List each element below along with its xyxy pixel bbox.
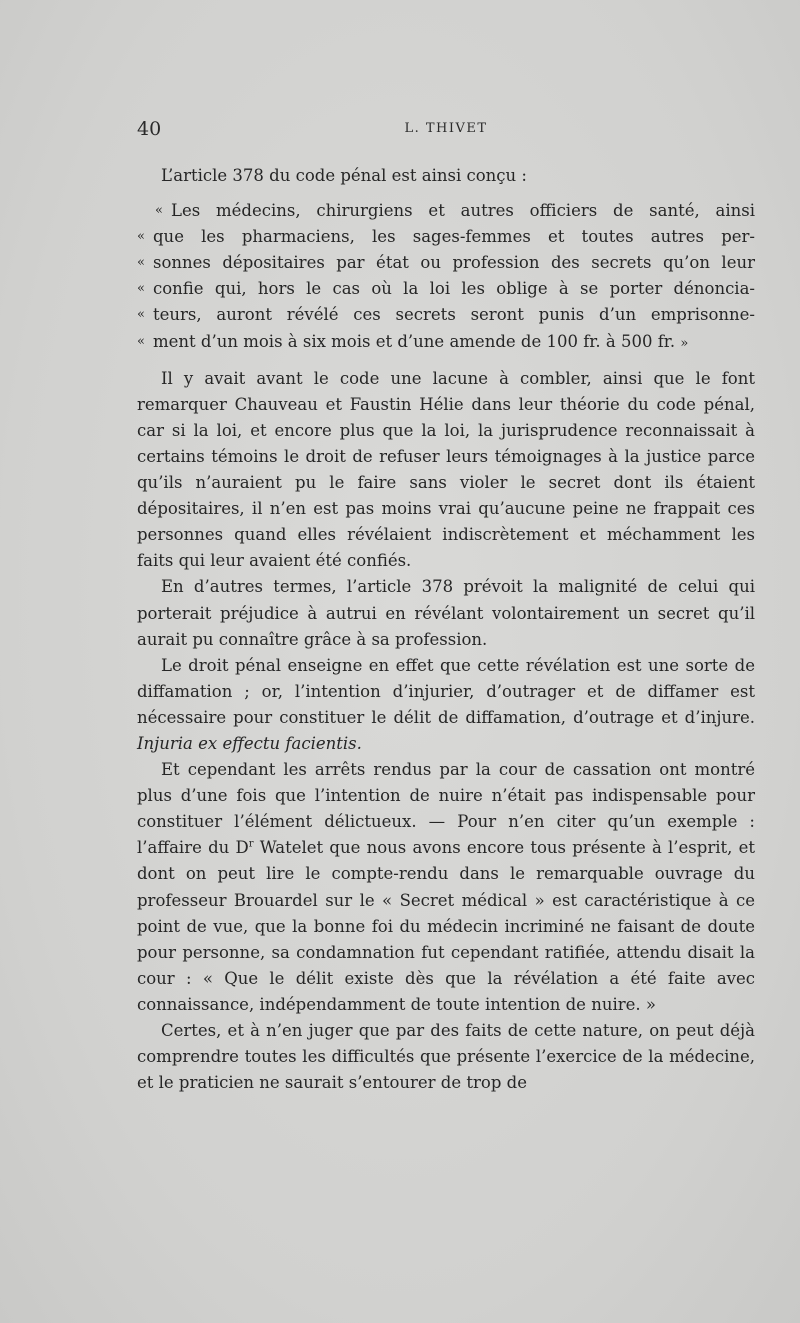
paragraph-certes: Certes, et à n’en juger que par des faits de cette nature, on peut déjà comprendre toutes les difficultés que présente l’exercice de la médecine, et le praticien ne saurait s’entourer de trop de bbox=[137, 1021, 755, 1093]
paragraph-diffamation-text: Le droit pénal enseigne en effet que cette révélation est une sorte de diffamation ; or, l’intention d’injurier, d’outrager et de diffamer est nécessaire pour constituer le délit de diffamation, d’outrage et d’injure. bbox=[137, 655, 755, 727]
paragraph-lacune: Il y avait avant le code une lacune à combler, ainsi que le font remarquer Chauveau et Faustin Hélie dans leur théorie du code pénal, car si la loi, et encore plus que la loi, la jurisprudence reconnaissait à certains témoins le droit de refuser leurs témoignages à la justice parce qu’ils n’auraient pu le faire sans violer le secret dont ils étaient dépositaires, il n’en est pas moins vrai qu’aucune peine ne frappait ces personnes quand elles révélaient indiscrètement et méchamment les faits qui leur avaient été confiés. bbox=[137, 368, 755, 571]
body-text bbox=[137, 163, 755, 1096]
page-number: 40 bbox=[137, 118, 162, 140]
latin-maxim: Injuria ex effectu facientis. bbox=[137, 733, 362, 753]
quote-line-text: confie qui, hors le cas où la loi les oblige à se porter dénoncia- bbox=[153, 279, 755, 299]
quote-mark: « bbox=[155, 203, 163, 219]
paragraph-cassation-part2: Watelet que nous avons encore tous présente à l’esprit, et dont on peut lire le compte-rendu dans le remarquable ouvrage du professeur Brouardel sur le « Secret médical » est caractéristique à ce point de vue, que la bonne foi du médecin incriminé ne faisant de doute pour personne, sa condamnation fut cependant ratifiée, attendu disait la cour : « Que le délit existe dès que la révélation a été faite avec connaissance, indépendamment de toute intention de nuire. » bbox=[137, 838, 755, 1014]
paragraph-malignite: En d’autres termes, l’article 378 prévoit la malignité de celui qui porterait préjudice à autrui en révélant volontairement un secret qu’il aurait pu connaître grâce à sa profession. bbox=[137, 577, 755, 649]
quote-line-text: que les pharmaciens, les sages-femmes et toutes autres per- bbox=[153, 227, 755, 247]
intro-paragraph: L’article 378 du code pénal est ainsi conçu : bbox=[161, 166, 527, 185]
page-header bbox=[137, 118, 755, 142]
quote-mark: « bbox=[137, 255, 145, 271]
quote-line bbox=[137, 198, 755, 224]
quote-line-text: sonnes dépositaires par état ou profession des secrets qu’on leur bbox=[153, 253, 755, 273]
quote-mark: « bbox=[137, 281, 145, 297]
legal-quote bbox=[137, 198, 755, 357]
quote-line-text: teurs, auront révélé ces secrets seront punis d’un emprisonne- bbox=[153, 305, 755, 325]
paragraph-cassation-part1: Et cependant les arrêts rendus par la cour de cassation ont montré plus d’une fois que l’intention de nuire n’était pas indispensable pour constituer l’élément délictueux. — Pour n’en citer qu’un exemple : l’affaire du D bbox=[137, 760, 755, 858]
quote-line bbox=[137, 224, 755, 250]
quote-line bbox=[137, 302, 755, 328]
quote-mark: « bbox=[137, 307, 145, 323]
quote-end-mark: » bbox=[680, 335, 689, 351]
quote-line-text: ment d’un mois à six mois et d’une amende de 100 fr. à 500 fr. bbox=[153, 331, 676, 351]
paragraph-diffamation bbox=[137, 653, 755, 757]
doctor-superscript: r bbox=[248, 838, 254, 850]
quote-mark: « bbox=[137, 229, 145, 245]
quote-line bbox=[137, 329, 755, 357]
quote-line bbox=[137, 250, 755, 276]
quote-line bbox=[137, 276, 755, 302]
running-head: L. THIVET bbox=[404, 121, 488, 136]
quote-mark: « bbox=[137, 333, 145, 349]
quote-line-text: Les médecins, chirurgiens et autres officiers de santé, ainsi bbox=[171, 201, 755, 221]
paragraph-cassation bbox=[137, 757, 755, 1018]
